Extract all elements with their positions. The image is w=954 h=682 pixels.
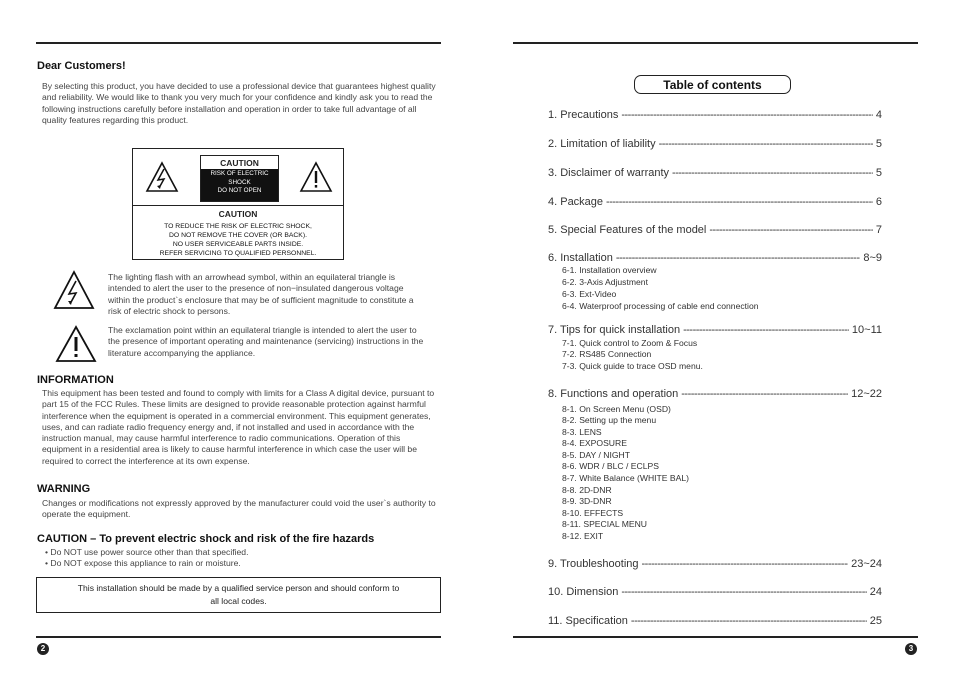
installation-note-line-2: all local codes. xyxy=(210,596,267,606)
toc-page: 24 xyxy=(869,586,882,598)
toc-sub-8-3[interactable]: 8-3. LENS xyxy=(562,427,602,437)
toc-leader xyxy=(642,558,849,570)
toc-entry-special-features[interactable] xyxy=(548,224,882,236)
toc-entry-troubleshooting[interactable] xyxy=(548,558,882,570)
toc-label: 1. Precautions xyxy=(548,109,619,121)
toc-sub-6-1[interactable]: 6-1. Installation overview xyxy=(562,265,657,275)
toc-page: 4 xyxy=(875,109,882,121)
risk-line-1: RISK OF ELECTRIC xyxy=(210,170,269,177)
toc-leader xyxy=(709,224,873,236)
caution-title: CAUTION xyxy=(220,158,259,168)
caution-label-box xyxy=(132,148,344,260)
warning-heading: WARNING xyxy=(37,483,91,495)
toc-sub-8-4[interactable]: 8-4. EXPOSURE xyxy=(562,438,627,448)
exclamation-triangle-icon xyxy=(55,325,97,368)
installation-note-box xyxy=(36,577,441,613)
toc-sub-8-8[interactable]: 8-8. 2D-DNR xyxy=(562,485,612,495)
toc-leader xyxy=(659,138,873,150)
toc-title: Table of contents xyxy=(634,75,791,94)
toc-entry-installation[interactable] xyxy=(548,252,882,264)
bottom-rule-left xyxy=(36,636,441,638)
toc-sub-8-5[interactable]: 8-5. DAY / NIGHT xyxy=(562,450,630,460)
toc-page: 5 xyxy=(875,167,882,179)
page-number-right: 3 xyxy=(905,643,917,655)
toc-entry-functions[interactable] xyxy=(548,388,882,400)
toc-page: 25 xyxy=(869,615,882,627)
toc-sub-8-9[interactable]: 8-9. 3D-DNR xyxy=(562,496,612,506)
exclamation-explanation: The exclamation point within an equilateral triangle is intended to alert the user to the presence of important operating and maintenance (servicing) instructions in the literature accompanying the appliance. xyxy=(108,325,424,358)
toc-label: 10. Dimension xyxy=(548,586,619,598)
toc-entry-warranty[interactable] xyxy=(548,167,882,179)
toc-sub-7-2[interactable]: 7-2. RS485 Connection xyxy=(562,349,652,359)
caution-title-2: CAUTION xyxy=(218,209,258,219)
toc-sub-8-10[interactable]: 8-10. EFFECTS xyxy=(562,508,624,518)
toc-sub-6-3[interactable]: 6-3. Ext-Video xyxy=(562,289,617,299)
intro-paragraph: By selecting this product, you have decided to use a professional device that guarantees highest quality and reliability. We would like to thank you very much for your confidence and kindly ask you to read the following instructions carefully before installation and operation in order to take full advantage of all quality features regarding this product. xyxy=(42,81,436,125)
toc-sub-8-6[interactable]: 8-6. WDR / BLC / ECLPS xyxy=(562,461,659,471)
dear-customers-heading: Dear Customers! xyxy=(37,60,126,72)
toc-label: 9. Troubleshooting xyxy=(548,558,639,570)
toc-entry-liability[interactable] xyxy=(548,138,882,150)
toc-leader xyxy=(621,109,873,121)
caution-line-1: TO REDUCE THE RISK OF ELECTRIC SHOCK, xyxy=(164,223,312,230)
toc-sub-8-7[interactable]: 8-7. White Balance (WHITE BAL) xyxy=(562,473,690,483)
toc-entry-quick-installation[interactable] xyxy=(548,324,882,336)
bullet-rain-moisture: • Do NOT expose this appliance to rain or moisture. xyxy=(45,558,241,568)
toc-entry-package[interactable] xyxy=(548,196,882,208)
toc-leader xyxy=(621,586,866,598)
risk-line-3: DO NOT OPEN xyxy=(217,187,262,194)
toc-label: 8. Functions and operation xyxy=(548,388,679,400)
bottom-rule-right xyxy=(513,636,918,638)
toc-page: 12~22 xyxy=(851,388,882,400)
caution-divider xyxy=(133,205,343,206)
top-rule-right xyxy=(513,42,918,44)
toc-label: 6. Installation xyxy=(548,252,613,264)
toc-sub-6-2[interactable]: 6-2. 3-Axis Adjustment xyxy=(562,277,648,287)
toc-entry-specification[interactable] xyxy=(548,615,882,627)
toc-entry-precautions[interactable] xyxy=(548,109,882,121)
caution-risk-panel xyxy=(200,155,279,202)
exclamation-icon xyxy=(299,161,333,198)
toc-entry-dimension[interactable] xyxy=(548,586,882,598)
page-number-left: 2 xyxy=(37,643,49,655)
toc-page: 8~9 xyxy=(863,252,882,264)
risk-line-2: SHOCK xyxy=(228,178,251,186)
toc-label: 11. Specification xyxy=(548,615,628,627)
installation-note-line-1: This installation should be made by a qualified service person and should conform to xyxy=(77,583,400,593)
toc-label: 7. Tips for quick installation xyxy=(548,324,681,336)
toc-page: 10~11 xyxy=(851,324,882,336)
toc-leader xyxy=(681,388,848,400)
toc-sub-8-1[interactable]: 8-1. On Screen Menu (OSD) xyxy=(562,404,671,414)
toc-sub-7-3[interactable]: 7-3. Quick guide to trace OSD menu. xyxy=(562,361,703,371)
toc-sub-8-11[interactable]: 8-11. SPECIAL MENU xyxy=(562,519,648,529)
lightning-icon xyxy=(145,161,179,198)
toc-page: 23~24 xyxy=(851,558,882,570)
bullet-power-source: • Do NOT use power source other than that specified. xyxy=(45,547,249,557)
toc-leader xyxy=(672,167,873,179)
toc-leader xyxy=(606,196,873,208)
caution-line-4: REFER SERVICING TO QUALIFIED PERSONNEL. xyxy=(159,250,317,257)
toc-page: 6 xyxy=(875,196,882,208)
toc-page: 7 xyxy=(875,224,882,236)
information-text: This equipment has been tested and found to comply with limits for a Class A digital device, pursuant to part 15 of the FCC Rules. These limits are designed to provide reasonable protection against harmful interference when the equipment is operated in a commercial environment. This equipment generates, uses, and can radiate radio frequency energy and, if not installed and used in accordance with the instruction manual, may cause harmful interference to radio communications. Operation of this equipment in a residential area is likely to cause harmful interference in which case the user will be required to correct the interference at its own expense. xyxy=(42,388,435,466)
warning-text: Changes or modifications not expressly approved by the manufacturer could void the user`s authority to operate the equipment. xyxy=(42,498,436,520)
caution-fire-heading: CAUTION – To prevent electric shock and risk of the fire hazards xyxy=(37,533,375,545)
toc-leader xyxy=(616,252,861,264)
toc-sub-8-2[interactable]: 8-2. Setting up the menu xyxy=(562,415,657,425)
toc-sub-6-4[interactable]: 6-4. Waterproof processing of cable end connection xyxy=(562,301,759,311)
risk-panel-dark xyxy=(201,169,278,201)
toc-leader xyxy=(683,324,849,336)
caution-instructions xyxy=(133,222,343,258)
toc-sub-8-12[interactable]: 8-12. EXIT xyxy=(562,531,604,541)
information-heading: INFORMATION xyxy=(37,374,114,386)
toc-label: 2. Limitation of liability xyxy=(548,138,656,150)
toc-label: 3. Disclaimer of warranty xyxy=(548,167,670,179)
toc-leader xyxy=(631,615,867,627)
lightning-explanation: The lighting flash with an arrowhead symbol, within an equilateral triangle is intended to alert the user to the presence of non−insulated dangerous voltage within the product`s enclosure that may be of sufficient magnitude to constitute a risk of electric shock to persons. xyxy=(108,272,414,316)
toc-label: 4. Package xyxy=(548,196,604,208)
toc-label: 5. Special Features of the model xyxy=(548,224,707,236)
caution-line-2: DO NOT REMOVE THE COVER (OR BACK). xyxy=(169,232,307,239)
caution-line-3: NO USER SERVICEABLE PARTS INSIDE. xyxy=(172,241,304,248)
toc-sub-7-1[interactable]: 7-1. Quick control to Zoom & Focus xyxy=(562,338,698,348)
toc-page: 5 xyxy=(875,138,882,150)
lightning-triangle-icon xyxy=(53,270,95,315)
top-rule-left xyxy=(36,42,441,44)
